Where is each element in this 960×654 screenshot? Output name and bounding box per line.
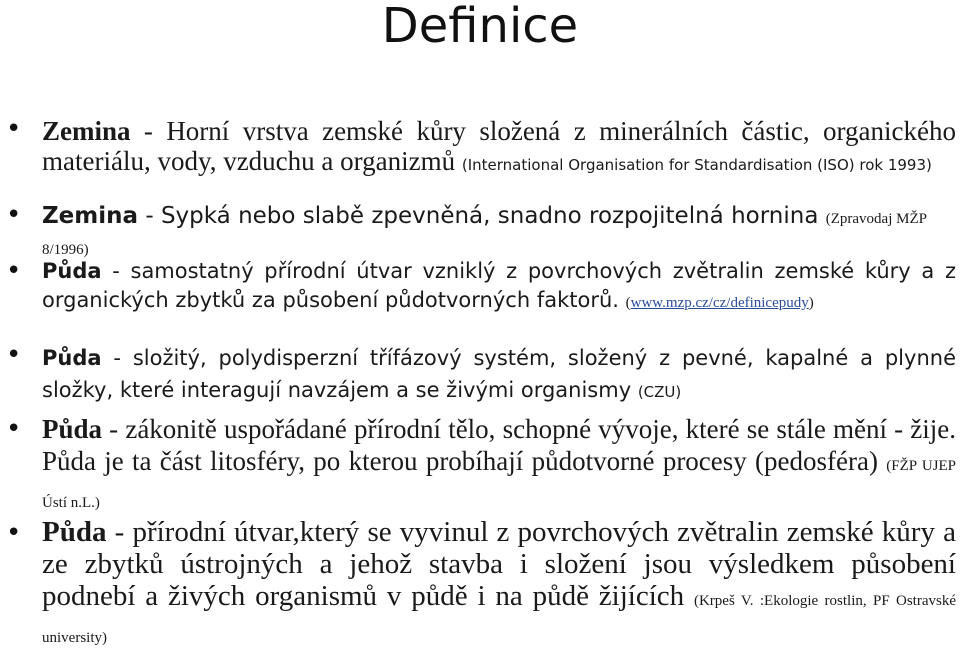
definition-source-close: ) xyxy=(808,295,814,311)
definition-item-1 xyxy=(42,116,956,180)
definition-text: Sypká nebo slabě zpevněná, snadno rozpojitelná hornina xyxy=(160,203,826,229)
definition-separator: - xyxy=(102,414,126,444)
bullet-3: • xyxy=(6,256,22,286)
page-title: Definice xyxy=(381,0,579,54)
definition-source-link[interactable] xyxy=(631,295,809,311)
bullet-2: • xyxy=(6,200,22,230)
definition-item-4 xyxy=(42,342,956,408)
definition-item-2 xyxy=(42,202,956,264)
definition-source: (Krpeš V. :Ekologie rostlin, PF Ostravské university) xyxy=(42,593,956,646)
definition-source: (International Organisation for Standardisation (ISO) rok 1993) xyxy=(461,156,932,174)
definition-source: (CZU) xyxy=(637,383,682,401)
definition-separator: - xyxy=(130,116,167,146)
definition-term: Půda xyxy=(42,346,102,370)
bullet-5: • xyxy=(6,414,22,444)
definition-item-5 xyxy=(42,413,956,519)
definition-term: Půda xyxy=(42,414,103,444)
definition-text: přírodní útvar,který se vyvinul z povrchových zvětralin zemské kůry a ze zbytků ústrojných a jehož stavba i složení jsou výsledkem působení podnebí a živých organismů v půdě i na půdě žijících xyxy=(42,516,956,612)
definition-source-open: ( xyxy=(625,295,631,311)
definition-separator: - xyxy=(101,346,133,370)
definition-text: Horní vrstva zemské kůry složená z minerálních částic, organického materiálu, vody, vzduchu a organizmů xyxy=(42,116,956,176)
definition-source: (Zpravodaj MŽP 8/1996) xyxy=(42,211,927,258)
definition-term: Půda xyxy=(42,516,107,548)
definition-term: Zemina xyxy=(42,116,131,146)
definition-item-6 xyxy=(42,516,956,654)
bullet-4: • xyxy=(6,340,22,370)
definition-term: Půda xyxy=(42,259,102,283)
bullet-1: • xyxy=(6,114,22,144)
definition-item-3 xyxy=(42,257,956,318)
definition-source: (FŽP UJEP Ústí n.L.) xyxy=(42,458,956,511)
definition-text: samostatný přírodní útvar vzniklý z povrchových zvětralin zemské kůry a z organických zbytků za působení půdotvorných faktorů. xyxy=(42,259,956,312)
definition-text: složitý, polydisperzní třífázový systém, složený z pevné, kapalné a plynné složky, které interagují navzájem a se živými organismy xyxy=(42,346,956,402)
definition-separator: - xyxy=(106,516,133,548)
definition-separator: - xyxy=(101,259,131,283)
bullet-6: • xyxy=(6,518,22,548)
definition-term: Zemina xyxy=(42,203,139,229)
definition-separator: - xyxy=(138,203,161,229)
source-link-text[interactable]: www.mzp.cz/cz/definicepudy xyxy=(630,295,809,311)
definition-text: zákonitě uspořádané přírodní tělo, schopné vývoje, které se stále mění - žije. Půda je ta část litosféry, po kterou probíhají půdotvorné procesy (pedosféra) xyxy=(42,414,957,476)
